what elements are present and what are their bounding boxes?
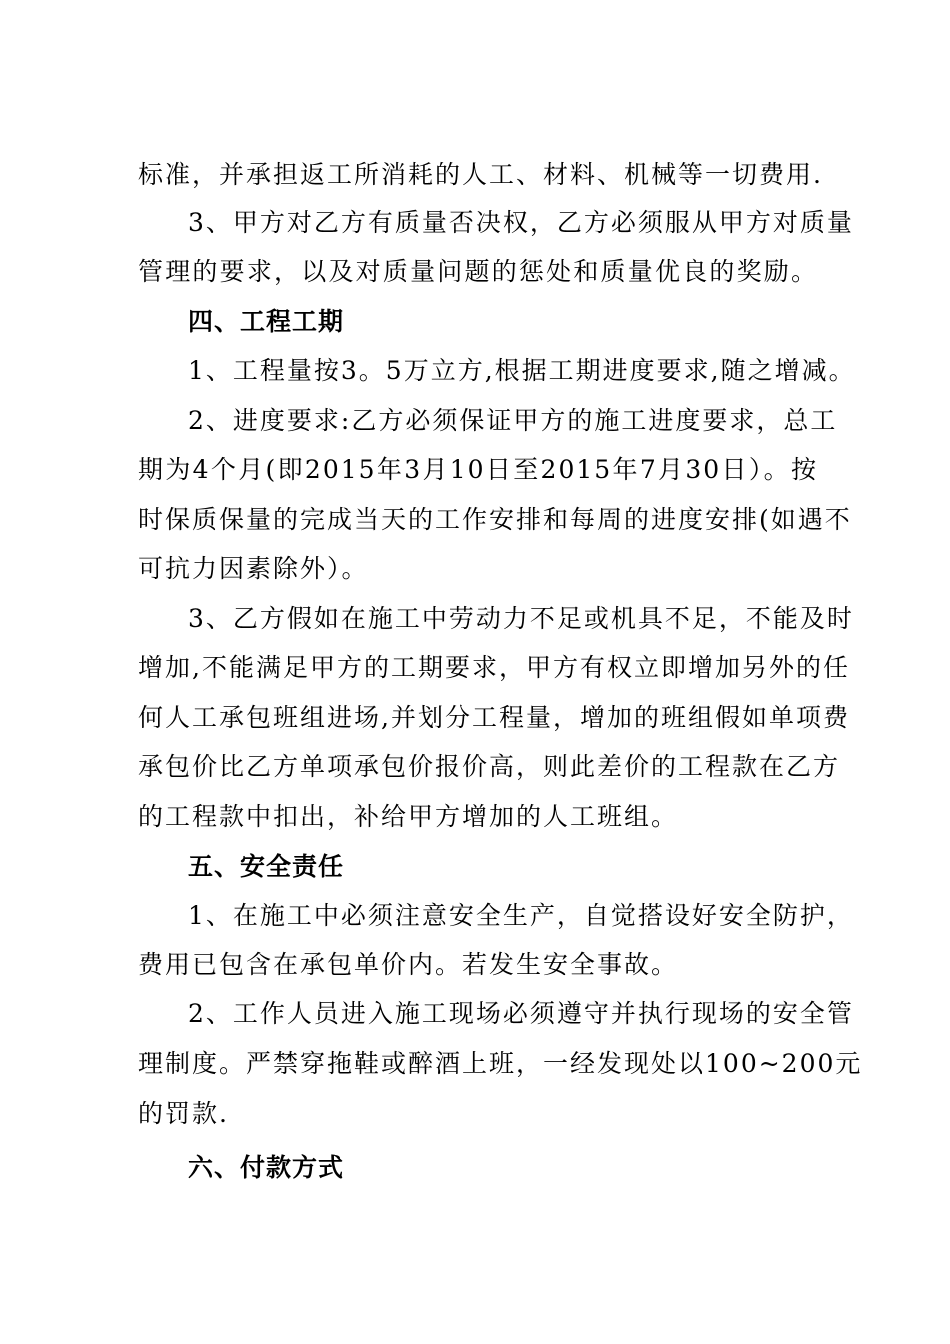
paragraph-line: 2、工作人员进入施工现场必须遵守并执行现场的安全管 [188,999,854,1028]
paragraph-line: 可抗力因素除外）。 [138,554,369,583]
section-heading: 四、工程工期 [188,307,345,336]
paragraph-line: 时保质保量的完成当天的工作安排和每周的进度安排(如遇不 [138,505,852,534]
paragraph-line: 1、在施工中必须注意安全生产，自觉搭设好安全防护， [188,901,854,930]
paragraph-line: 2、进度要求:乙方必须保证甲方的施工进度要求，总工 [188,406,838,435]
paragraph-line: 3、乙方假如在施工中劳动力不足或机具不足，不能及时 [188,604,854,633]
paragraph-line: 承包价比乙方单项承包价报价高，则此差价的工程款在乙方 [138,752,841,781]
paragraph-line: 理制度。严禁穿拖鞋或醉酒上班，一经发现处以100~200元 [138,1049,863,1078]
paragraph-line: 期为4个月(即2015年3月10日至2015年7月30日）。按 [138,455,818,484]
paragraph-line: 的罚款. [138,1099,229,1128]
section-heading: 六、付款方式 [188,1153,345,1182]
paragraph-line: 管理的要求，以及对质量问题的惩处和质量优良的奖励。 [138,257,818,286]
paragraph-line: 3、甲方对乙方有质量否决权，乙方必须服从甲方对质量 [188,208,854,237]
paragraph-line: 1、工程量按3。5万立方,根据工期进度要求,随之增减。 [188,356,856,385]
paragraph-line: 增加,不能满足甲方的工期要求，甲方有权立即增加另外的任 [138,653,850,682]
paragraph-line: 何人工承包班组进场,并划分工程量，增加的班组假如单项费 [138,703,850,732]
section-heading: 五、安全责任 [188,852,345,881]
paragraph-line: 费用已包含在承包单价内。若发生安全事故。 [138,950,679,979]
paragraph-line: 的工程款中扣出，补给甲方增加的人工班组。 [138,802,679,831]
paragraph-line: 标准，并承担返工所消耗的人工、材料、机械等一切费用. [138,160,823,189]
